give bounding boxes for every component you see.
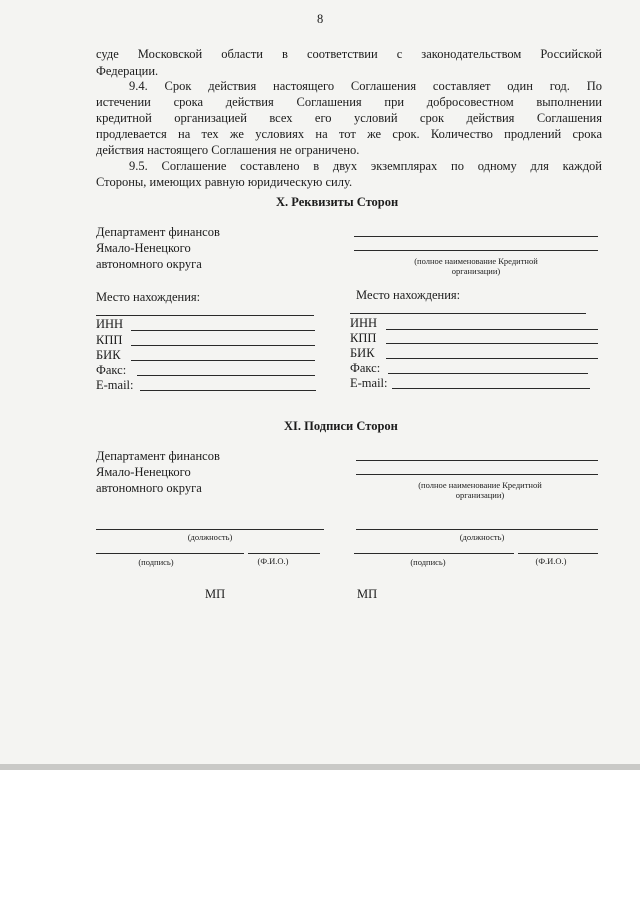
s11-left-position-caption: (должность) bbox=[187, 532, 233, 542]
s11-right-caption-2: организации) bbox=[455, 490, 505, 500]
s11-left-signature-line bbox=[96, 553, 244, 554]
s11-left-name-caption: (Ф.И.О.) bbox=[257, 556, 289, 566]
s11-left-position-line bbox=[96, 529, 324, 530]
s10-right-email-label: E-mail: bbox=[350, 376, 388, 390]
s10-right-bik-line bbox=[386, 358, 598, 359]
s10-right-caption-1: (полное наименование Кредитной bbox=[414, 256, 538, 266]
body-line-3: 9.4. Срок действия настоящего Соглашения составляет один год. По bbox=[129, 79, 602, 93]
body-line-1: суде Московской области в соответствии с законодательством Российской bbox=[96, 47, 602, 61]
s10-right-caption-2: организации) bbox=[451, 266, 501, 276]
s10-left-inn-line bbox=[131, 330, 315, 331]
s11-right-stamp: МП bbox=[357, 587, 378, 601]
s10-right-fax-line bbox=[388, 373, 588, 374]
section-10-heading: X. Реквизиты Сторон bbox=[276, 195, 399, 209]
s11-left-name-line bbox=[248, 553, 320, 554]
s11-right-name-line bbox=[518, 553, 598, 554]
body-line-9: Стороны, имеющих равную юридическую силу. bbox=[96, 175, 353, 189]
s11-right-signature-line bbox=[354, 553, 514, 554]
page-number: 8 bbox=[317, 12, 324, 26]
s11-left-org-line-3: автономного округа bbox=[96, 481, 202, 495]
body-line-7: действия настоящего Соглашения не ограничено. bbox=[96, 143, 360, 157]
s10-left-bik-label: БИК bbox=[96, 348, 121, 362]
s10-right-inn-label: ИНН bbox=[350, 316, 378, 330]
s10-right-inn-line bbox=[386, 329, 598, 330]
section-11-heading: XI. Подписи Сторон bbox=[284, 419, 398, 433]
s10-right-email-line bbox=[392, 388, 590, 389]
s10-right-org-line-2 bbox=[354, 250, 598, 251]
s11-left-org-line-1: Департамент финансов bbox=[96, 449, 220, 463]
s10-right-kpp-label: КПП bbox=[350, 331, 377, 345]
s10-left-location-line bbox=[96, 315, 314, 316]
s10-left-location-label: Место нахождения: bbox=[96, 290, 201, 304]
s10-right-bik-label: БИК bbox=[350, 346, 375, 360]
s11-left-org-line-2: Ямало-Ненецкого bbox=[96, 465, 191, 479]
s10-right-org-line-1 bbox=[354, 236, 598, 237]
s11-right-name-caption: (Ф.И.О.) bbox=[535, 556, 567, 566]
s10-left-org-line-3: автономного округа bbox=[96, 257, 202, 271]
s10-right-location-label: Место нахождения: bbox=[356, 288, 461, 302]
s11-right-org-line-2 bbox=[356, 474, 598, 475]
s11-right-position-line bbox=[356, 529, 598, 530]
s11-right-signature-caption: (подпись) bbox=[410, 557, 446, 567]
body-line-8: 9.5. Соглашение составлено в двух экземплярах по одному для каждой bbox=[129, 159, 602, 173]
s10-left-org-line-2: Ямало-Ненецкого bbox=[96, 241, 191, 255]
s10-left-inn-label: ИНН bbox=[96, 317, 124, 331]
s11-left-stamp: МП bbox=[205, 587, 226, 601]
s11-left-signature-caption: (подпись) bbox=[138, 557, 174, 567]
body-line-2: Федерации. bbox=[96, 64, 159, 78]
s10-left-email-label: E-mail: bbox=[96, 378, 134, 392]
s10-left-org-line-1: Департамент финансов bbox=[96, 225, 220, 239]
body-line-4: истечении срока действия Соглашения при добросовестном выполнении bbox=[96, 95, 602, 109]
s11-right-caption-1: (полное наименование Кредитной bbox=[418, 480, 542, 490]
s10-left-bik-line bbox=[131, 360, 315, 361]
body-line-6: продлевается на тех же условиях на тот же срок. Количество продлений срока bbox=[96, 127, 602, 141]
s10-right-fax-label: Факс: bbox=[350, 361, 381, 375]
s10-right-kpp-line bbox=[386, 343, 598, 344]
s10-right-location-line bbox=[350, 313, 586, 314]
s10-left-fax-line bbox=[137, 375, 315, 376]
s10-left-email-line bbox=[140, 390, 316, 391]
s11-right-position-caption: (должность) bbox=[459, 532, 505, 542]
s10-left-kpp-label: КПП bbox=[96, 333, 123, 347]
s10-left-kpp-line bbox=[131, 345, 315, 346]
s11-right-org-line-1 bbox=[356, 460, 598, 461]
body-line-5: кредитной организацией всех его условий срок действия Соглашения bbox=[96, 111, 602, 125]
s10-left-fax-label: Факс: bbox=[96, 363, 127, 377]
